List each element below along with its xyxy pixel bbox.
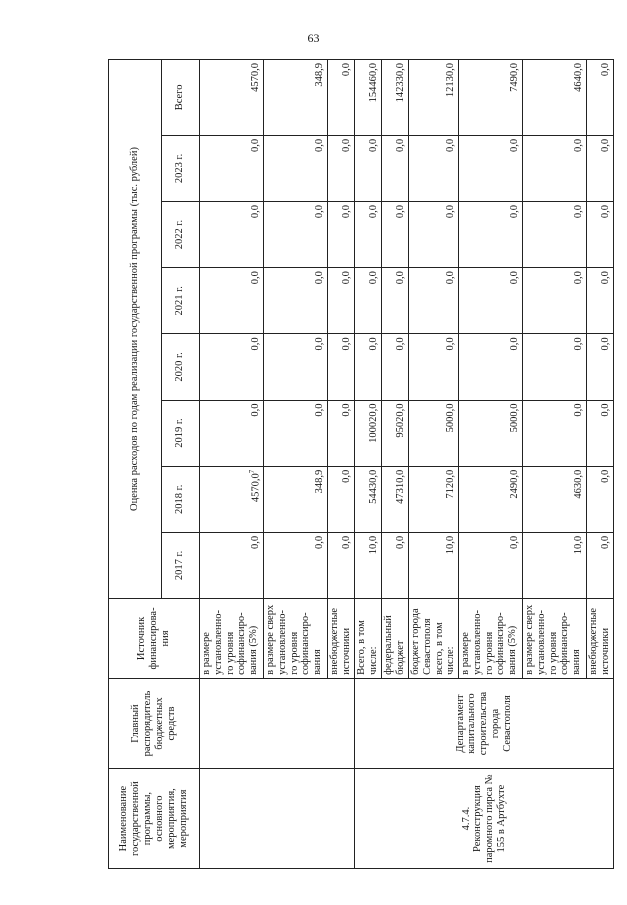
value-cell: 7120,0 — [409, 466, 459, 532]
source-cell: в размере сверх установленно-го уровня софинансиро-вания — [264, 599, 328, 679]
header-year: 2023 г. — [162, 135, 200, 201]
page-number: 63 — [307, 31, 320, 45]
value-cell: 0,0 — [328, 135, 355, 201]
source-cell: бюджет города Севастополя всего, в том числе: — [409, 599, 459, 679]
source-cell: в размере сверх установленно-го уровня софинансиро-вания — [523, 599, 587, 679]
value-cell: 0,0 — [409, 268, 459, 334]
value-cell: 0,0 — [264, 268, 328, 334]
value-cell: 0,0 — [200, 268, 264, 334]
value-cell: 7490,0 — [459, 60, 523, 136]
header-source: Источник финансирова-ния — [109, 599, 200, 679]
header-total: Всего — [162, 60, 200, 136]
value-cell: 0,0 — [459, 532, 523, 598]
value-cell: 0,0 — [459, 334, 523, 400]
value-cell: 47310,0 — [382, 466, 409, 532]
value-cell: 54430,0 — [355, 466, 382, 532]
value-cell: 100020,0 — [355, 400, 382, 466]
value-cell: 0,0 — [328, 202, 355, 268]
value-cell: 0,0 — [409, 202, 459, 268]
source-cell: федеральный бюджет — [382, 599, 409, 679]
value-cell: 0,0 — [409, 135, 459, 201]
value-cell: 0,0 — [328, 532, 355, 598]
header-year: 2018 г. — [162, 466, 200, 532]
header-year: 2019 г. — [162, 400, 200, 466]
value-cell: 0,0 — [264, 532, 328, 598]
value-cell: 0,0 — [200, 334, 264, 400]
value-cell: 10,0 — [355, 532, 382, 598]
value-cell: 0,0 — [523, 202, 587, 268]
value-cell: 0,0 — [459, 135, 523, 201]
value-cell: 5000,0 — [409, 400, 459, 466]
source-cell: внебюджетные источники — [587, 599, 614, 679]
value-cell: 0,0 — [459, 268, 523, 334]
value-cell: 0,0 — [587, 466, 614, 532]
table-row — [200, 60, 264, 869]
value-cell: 0,0 — [264, 135, 328, 201]
value-cell: 10,0 — [523, 532, 587, 598]
source-cell: в размере установленно-го уровня софинансиро-вания (5%) — [200, 599, 264, 679]
value-cell: 0,0 — [200, 400, 264, 466]
value-cell: 0,0 — [264, 400, 328, 466]
administrator-cell-empty — [200, 678, 355, 768]
header-estimate: Оценка расходов по годам реализации государственной программы (тыс. рублей) — [109, 60, 162, 599]
value-cell: 0,0 — [355, 334, 382, 400]
header-administrator: Главный распорядитель бюджетных средств — [109, 678, 200, 768]
table-row — [355, 60, 382, 869]
value-cell: 2490,0 — [459, 466, 523, 532]
value-cell: 0,0 — [200, 135, 264, 201]
activity-name: 4.7.4. Реконструкция паромного пирса № 155 в Артбухте — [355, 769, 614, 869]
value-cell: 0,0 — [587, 60, 614, 136]
value-cell: 0,0 — [382, 268, 409, 334]
value-cell: 0,0 — [409, 334, 459, 400]
value-cell: 4570,0 — [200, 60, 264, 136]
value-cell: 0,0 — [355, 202, 382, 268]
value-cell: 0,0 — [328, 268, 355, 334]
value-cell: 0,0 — [523, 334, 587, 400]
value-cell: 348,9 — [264, 466, 328, 532]
source-cell: внебюджетные источники — [328, 599, 355, 679]
value-cell: 0,0 — [587, 334, 614, 400]
value-cell: 0,0 — [355, 268, 382, 334]
value-cell: 0,0 — [264, 334, 328, 400]
value-cell: 0,0 — [328, 400, 355, 466]
value-cell: 4570,0$^7$ — [200, 466, 264, 532]
value-cell: 154460,0 — [355, 60, 382, 136]
value-cell: 0,0 — [523, 268, 587, 334]
value-cell: 95020,0 — [382, 400, 409, 466]
name-cell-empty — [200, 769, 355, 869]
value-cell: 10,0 — [409, 532, 459, 598]
header-name: Наименование государственной программы, основного мероприятия, мероприятия — [109, 769, 200, 869]
value-cell: 0,0 — [587, 532, 614, 598]
value-cell: 0,0 — [200, 532, 264, 598]
value-cell: 5000,0 — [459, 400, 523, 466]
value-cell: 0,0 — [382, 202, 409, 268]
source-cell: Всего, в том числе: — [355, 599, 382, 679]
value-cell: 0,0 — [328, 466, 355, 532]
value-cell: 0,0 — [523, 400, 587, 466]
value-cell: 348,9 — [264, 60, 328, 136]
administrator-name: Департамент капитального строительства города Севастополя — [355, 678, 614, 768]
header-year: 2021 г. — [162, 268, 200, 334]
value-cell: 0,0 — [587, 400, 614, 466]
value-cell: 0,0 — [355, 135, 382, 201]
value-cell: 0,0 — [587, 135, 614, 201]
value-cell: 4640,0 — [523, 60, 587, 136]
value-cell: 0,0 — [459, 202, 523, 268]
value-cell: 0,0 — [382, 135, 409, 201]
value-cell: 0,0 — [328, 60, 355, 136]
header-year: 2017 г. — [162, 532, 200, 598]
value-cell: 0,0 — [264, 202, 328, 268]
value-cell: 0,0 — [382, 532, 409, 598]
value-cell: 0,0 — [587, 202, 614, 268]
value-cell: 142330,0 — [382, 60, 409, 136]
value-cell: 0,0 — [200, 202, 264, 268]
header-year: 2022 г. — [162, 202, 200, 268]
footnote-mark: 7 — [247, 469, 256, 474]
header-year: 2020 г. — [162, 334, 200, 400]
value-cell: 12130,0 — [409, 60, 459, 136]
value-cell: 0,0 — [587, 268, 614, 334]
source-cell: в размере установленно-го уровня софинансиро-вания (5%) — [459, 599, 523, 679]
value-cell: 0,0 — [523, 135, 587, 201]
budget-table — [108, 59, 614, 869]
value-cell: 0,0 — [328, 334, 355, 400]
value-cell: 0,0 — [382, 334, 409, 400]
budget-table-rotated — [108, 59, 612, 869]
value-cell: 4630,0 — [523, 466, 587, 532]
